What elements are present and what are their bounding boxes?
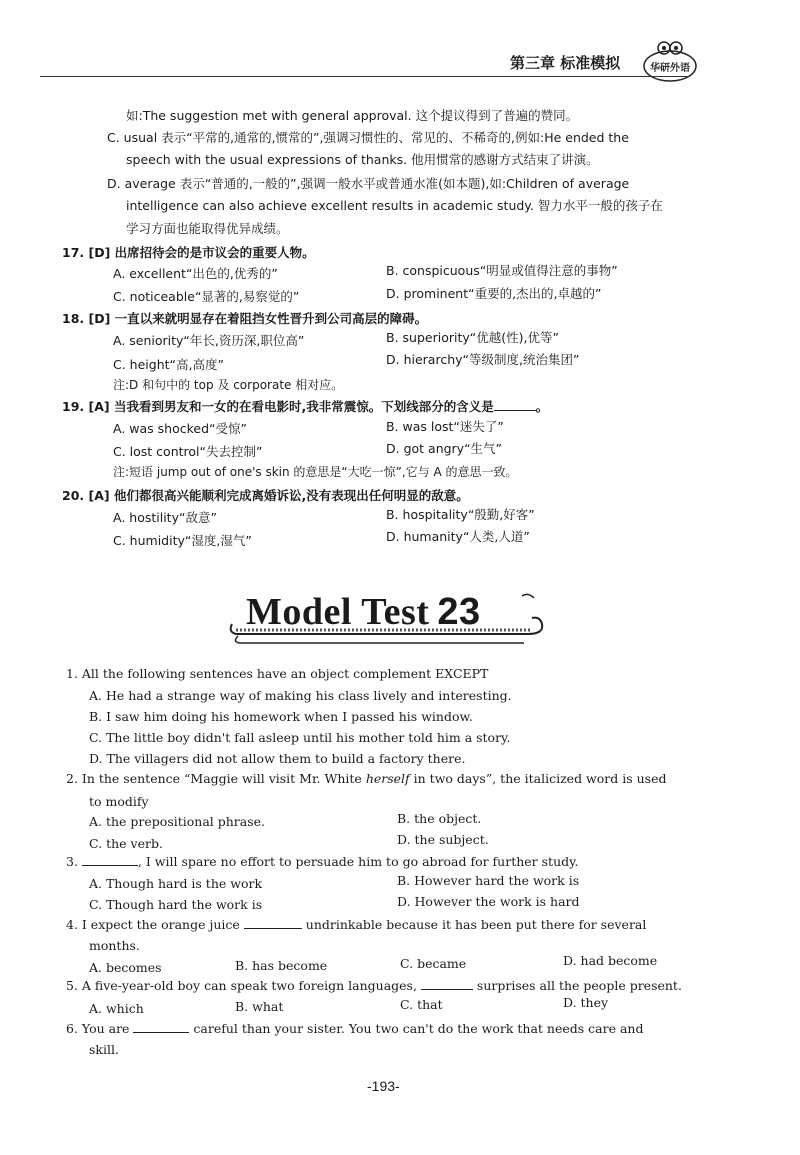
question-2-stem: 2. In the sentence “Maggie will visit Mr. White herself in two days”, the italicized word is used bbox=[66, 771, 667, 786]
answer-17-option-a: A. excellent“出色的,优秀的” bbox=[113, 266, 278, 281]
question-3-option-b: B. However hard the work is bbox=[397, 873, 580, 888]
question-2-option-a: A. the prepositional phrase. bbox=[89, 814, 266, 829]
question-3-blank bbox=[82, 853, 138, 866]
question-2-option-c: C. the verb. bbox=[89, 836, 163, 851]
question-3-option-d: D. However the work is hard bbox=[397, 894, 580, 909]
answer-18-option-d: D. hierarchy“等级制度,统治集团” bbox=[386, 352, 580, 367]
question-6-stem: 6. You are careful than your sister. You two can't do the work that needs care and bbox=[66, 1021, 644, 1036]
answer-19-option-a: A. was shocked“受惊” bbox=[113, 421, 247, 436]
answer-19-blank bbox=[494, 398, 536, 411]
question-3-stem: 3. , I will spare no effort to persuade him to go abroad for further study. bbox=[66, 854, 579, 869]
answer-18-head: 18. [D] 一直以来就明显存在着阻挡女性晋升到公司高层的障碍。 bbox=[62, 311, 428, 326]
question-3-option-a: A. Though hard is the work bbox=[89, 876, 263, 891]
question-5-stem: 5. A five-year-old boy can speak two foreign languages, surprises all the people present. bbox=[66, 978, 682, 993]
question-5-option-a: A. which bbox=[89, 1001, 144, 1016]
answer-19-option-d: D. got angry“生气” bbox=[386, 441, 503, 456]
answer-20-option-c: C. humidity“湿度,湿气” bbox=[113, 533, 252, 548]
answer-20-option-a: A. hostility“敌意” bbox=[113, 510, 217, 525]
answer-19-head: 19. [A] 当我看到男友和一女的在看电影时,我非常震惊。下划线部分的含义是 。 bbox=[62, 399, 549, 414]
question-4-option-c: C. became bbox=[400, 956, 467, 971]
answer-19-option-c: C. lost control“失去控制” bbox=[113, 444, 263, 459]
question-2-stem-cont: to modify bbox=[89, 794, 149, 809]
model-test-number: 23 bbox=[437, 591, 481, 633]
question-1-stem: 1. All the following sentences have an object complement EXCEPT bbox=[66, 666, 489, 681]
question-5-blank bbox=[421, 977, 473, 990]
question-4-option-d: D. had become bbox=[563, 953, 658, 968]
model-test-title: Model Test 23 bbox=[246, 591, 481, 633]
question-1-option-d: D. The villagers did not allow them to build a factory there. bbox=[89, 751, 466, 766]
answer-17-option-c: C. noticeable“显著的,易察觉的” bbox=[113, 289, 300, 304]
carryover-option-d-1: D. average 表示“普通的,一般的”,强调一般水平或普通水准(如本题),如:Children of average bbox=[107, 176, 630, 191]
question-4-blank bbox=[244, 916, 302, 929]
answer-17-option-b: B. conspicuous“明显或值得注意的事物” bbox=[386, 263, 618, 278]
chapter-title: 第三章 标准模拟 bbox=[510, 54, 621, 72]
header-rule bbox=[40, 76, 690, 77]
answer-20-option-d: D. humanity“人类,人道” bbox=[386, 529, 530, 544]
carryover-example: 如:The suggestion met with general approval. 这个提议得到了普遍的赞同。 bbox=[126, 108, 579, 123]
logo-text: 华研外语 bbox=[650, 63, 690, 74]
answer-19-option-b: B. was lost“迷失了” bbox=[386, 419, 504, 434]
answer-17-head: 17. [D] 出席招待会的是市议会的重要人物。 bbox=[62, 245, 315, 260]
question-2-option-b: B. the object. bbox=[397, 811, 482, 826]
question-4-stem-cont: months. bbox=[89, 938, 140, 953]
question-4-stem: 4. I expect the orange juice undrinkable because it has been put there for several bbox=[66, 917, 647, 932]
question-1-option-b: B. I saw him doing his homework when I passed his window. bbox=[89, 709, 473, 724]
page-number: -193- bbox=[367, 1078, 400, 1094]
question-4-option-b: B. has become bbox=[235, 958, 328, 973]
question-2-option-d: D. the subject. bbox=[397, 832, 489, 847]
answer-20-option-b: B. hospitality“殷勤,好客” bbox=[386, 507, 535, 522]
answer-18-option-c: C. height“高,高度” bbox=[113, 357, 224, 372]
question-1-option-c: C. The little boy didn't fall asleep until his mother told him a story. bbox=[89, 730, 511, 745]
question-5-option-b: B. what bbox=[235, 999, 284, 1014]
question-1-option-a: A. He had a strange way of making his class lively and interesting. bbox=[89, 688, 512, 703]
carryover-option-d-3: 学习方面也能取得优异成绩。 bbox=[126, 221, 289, 236]
question-6-stem-cont: skill. bbox=[89, 1042, 119, 1057]
question-5-option-d: D. they bbox=[563, 995, 609, 1010]
answer-17-option-d: D. prominent“重要的,杰出的,卓越的” bbox=[386, 286, 602, 301]
question-4-option-a: A. becomes bbox=[89, 960, 162, 975]
carryover-option-c-2: speech with the usual expressions of thanks. 他用惯常的感谢方式结束了讲演。 bbox=[126, 152, 599, 167]
question-5-option-c: C. that bbox=[400, 997, 443, 1012]
answer-20-head: 20. [A] 他们都很高兴能顺利完成离婚诉讼,没有表现出任何明显的敌意。 bbox=[62, 488, 469, 503]
answer-19-note: 注:短语 jump out of one's skin 的意思是“大吃一惊”,它与 A 的意思一致。 bbox=[113, 465, 518, 479]
carryover-option-d-2: intelligence can also achieve excellent results in academic study. 智力水平一般的孩子在 bbox=[126, 198, 663, 213]
question-6-blank bbox=[133, 1020, 189, 1033]
carryover-option-c-1: C. usual 表示“平常的,通常的,惯常的”,强调习惯性的、常见的、不稀奇的,例如:He ended the bbox=[107, 130, 629, 145]
answer-18-note: 注:D 和句中的 top 及 corporate 相对应。 bbox=[113, 378, 344, 392]
question-3-option-c: C. Though hard the work is bbox=[89, 897, 263, 912]
answer-18-option-b: B. superiority“优越(性),优等” bbox=[386, 330, 559, 345]
answer-18-option-a: A. seniority“年长,资历深,职位高” bbox=[113, 333, 305, 348]
